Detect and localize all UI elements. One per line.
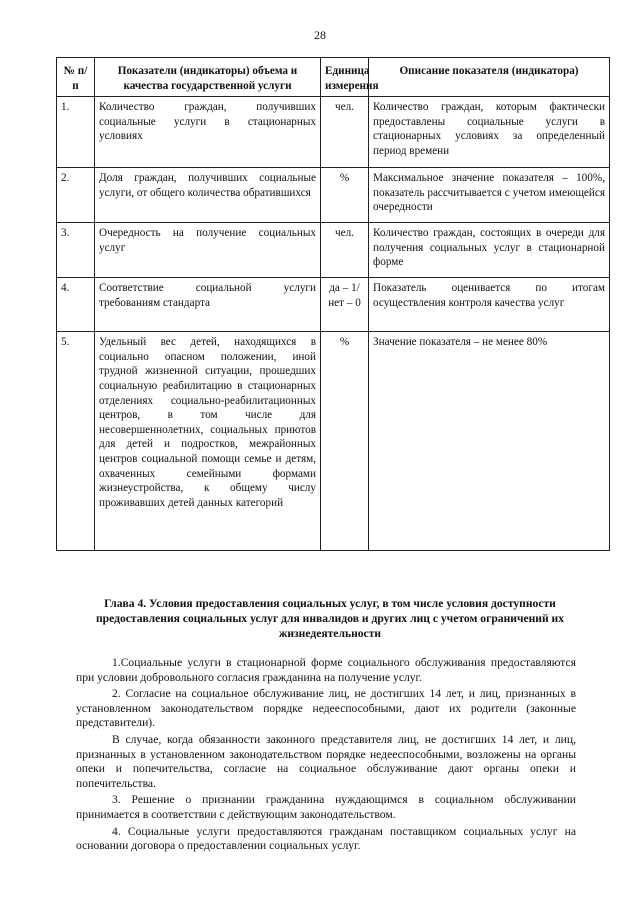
row-num: 5.	[57, 332, 95, 551]
row-description: Количество граждан, которым фактически предоставлены социальные услуги в стационарных условиях за определенный период времени	[369, 97, 610, 168]
row-num: 2.	[57, 168, 95, 223]
table-row	[57, 223, 610, 278]
row-num: 3.	[57, 223, 95, 278]
indicators-table	[56, 57, 610, 551]
header-description: Описание показателя (индикатора)	[369, 58, 610, 97]
page-number: 28	[314, 28, 326, 42]
row-num: 4.	[57, 278, 95, 332]
row-indicator: Очередность на получение социальных услуг	[95, 223, 321, 278]
table-header-row	[57, 58, 610, 97]
row-description: Значение показателя – не менее 80%	[369, 332, 610, 551]
row-indicator: Соответствие социальной услуги требованиям стандарта	[95, 278, 321, 332]
paragraph: В случае, когда обязанности законного представителя лиц, не достигших 14 лет, и лиц, признанных в установленном законодательством порядке недееспособными, возложены на органы опеки и попечительства, согласие на социальное обслуживание дают органы опеки и попечительства.	[76, 732, 576, 790]
row-unit: чел.	[321, 97, 369, 168]
row-num: 1.	[57, 97, 95, 168]
body-text	[76, 656, 576, 856]
header-num: № п/п	[57, 58, 95, 97]
table-row	[57, 332, 610, 551]
row-description: Количество граждан, состоящих в очереди для получения социальных услуг в стационарной форме	[369, 223, 610, 278]
paragraph: 2. Согласие на социальное обслуживание лиц, не достигших 14 лет, и лиц, признанных в установленном законодательством порядке недееспособными, дают их родители (законные представители).	[76, 687, 576, 730]
table-row	[57, 97, 610, 168]
paragraph: 4. Социальные услуги предоставляются гражданам поставщиком социальных услуг на основании договора о предоставлении социальных услуг.	[76, 824, 576, 853]
table-row	[57, 278, 610, 332]
table-row	[57, 168, 610, 223]
row-description: Показатель оценивается по итогам осуществления контроля качества услуг	[369, 278, 610, 332]
row-description: Максимальное значение показателя – 100%, показатель рассчитывается с учетом имеющейся очередности	[369, 168, 610, 223]
paragraph: 3. Решение о признании гражданина нуждающимся в социальном обслуживании принимается в соответствии с действующим законодательством.	[76, 793, 576, 821]
row-indicator: Доля граждан, получивших социальные услуги, от общего количества обратившихся	[95, 168, 321, 223]
header-unit: Единица измерения	[321, 58, 369, 97]
chapter-title: Глава 4. Условия предоставления социальных услуг, в том числе условия доступности предоставления социальных услуг для инвалидов и других лиц с учетом ограничений их жизнедеятельности	[95, 597, 565, 640]
header-indicator: Показатели (индикаторы) объема и качества государственной услуги	[95, 58, 321, 97]
row-indicator: Удельный вес детей, находящихся в социально опасном положении, иной трудной жизненной ситуации, прошедших социальную реабилитацию в стационарных отделениях социально-реабилитационных центров, в том числе для несовершеннолетних, социальных приютов для детей и подростков, межрайонных центров социальной помощи семье и детям, охваченных семейными формами жизнеустройства, к общему числу проживавших детей данных категорий	[95, 332, 321, 551]
row-unit: да – 1/нет – 0	[321, 278, 369, 332]
row-unit: чел.	[321, 223, 369, 278]
row-indicator: Количество граждан, получивших социальные услуги в стационарных условиях	[95, 97, 321, 168]
row-unit: %	[321, 168, 369, 223]
paragraph: 1.Социальные услуги в стационарной форме социального обслуживания предоставляются при условии добровольного согласия гражданина на получение услуг.	[76, 656, 576, 684]
row-unit: %	[321, 332, 369, 551]
